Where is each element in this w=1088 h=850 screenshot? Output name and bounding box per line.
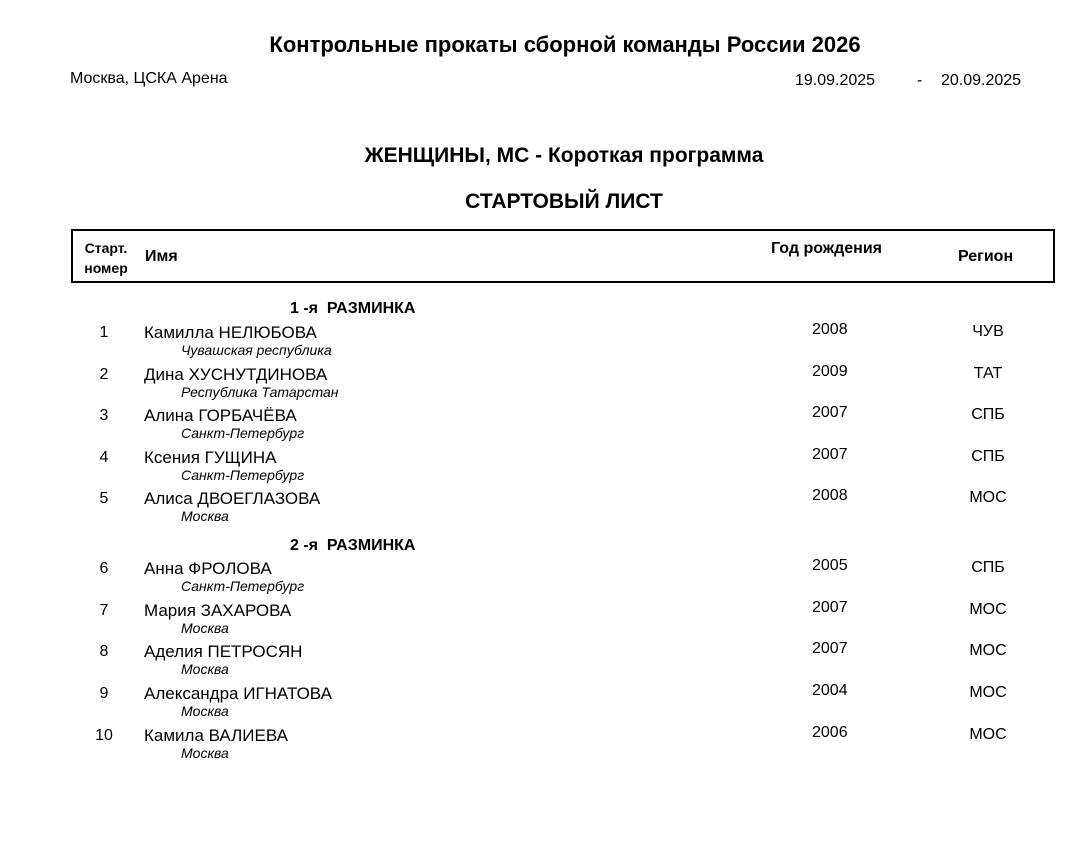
- start-number: 2: [99, 366, 109, 383]
- skater-row: [0, 448, 1088, 488]
- skater-row: [0, 601, 1088, 641]
- start-number: 5: [99, 490, 109, 507]
- start-number: 4: [99, 449, 109, 466]
- category-title: ЖЕНЩИНЫ, МС - Короткая программа: [364, 144, 764, 167]
- skater-name: Анна ФРОЛОВА: [144, 559, 272, 578]
- region-header: Регион: [958, 248, 1014, 265]
- skater-organization: Чувашская республика: [181, 342, 332, 358]
- start-number: 6: [99, 560, 109, 577]
- region-code: МОС: [969, 489, 1007, 506]
- birth-year: 2004: [812, 682, 848, 699]
- skater-organization: Москва: [181, 745, 229, 761]
- birth-year: 2006: [812, 724, 848, 741]
- skater-row: [0, 365, 1088, 405]
- skater-row: [0, 559, 1088, 599]
- birth-year-header: Год рождения: [771, 240, 883, 257]
- start-number-header-line2: номер: [84, 260, 128, 276]
- birth-year: 2005: [812, 557, 848, 574]
- date-end: 20.09.2025: [941, 72, 1022, 89]
- region-code: ЧУВ: [972, 323, 1004, 340]
- date-start: 19.09.2025: [795, 72, 876, 89]
- birth-year: 2008: [812, 321, 848, 338]
- skater-name: Аделия ПЕТРОСЯН: [144, 642, 303, 661]
- skater-row: [0, 489, 1088, 529]
- birth-year: 2007: [812, 640, 848, 657]
- start-number: 1: [99, 324, 109, 341]
- skater-organization: Москва: [181, 620, 229, 636]
- region-code: МОС: [969, 601, 1007, 618]
- start-number-header-line1: Старт.: [84, 240, 128, 256]
- skater-organization: Санкт-Петербург: [181, 425, 305, 441]
- birth-year: 2009: [812, 363, 848, 380]
- warmup-group-2-label: 2 -я РАЗМИНКА: [290, 537, 416, 554]
- name-header: Имя: [145, 248, 178, 265]
- venue: Москва, ЦСКА Арена: [70, 70, 228, 87]
- skater-organization: Санкт-Петербург: [181, 467, 305, 483]
- birth-year: 2007: [812, 446, 848, 463]
- skater-organization: Москва: [181, 508, 229, 524]
- skater-name: Камила ВАЛИЕВА: [144, 726, 288, 745]
- skater-name: Александра ИГНАТОВА: [144, 684, 332, 703]
- skater-organization: Республика Татарстан: [181, 384, 339, 400]
- skater-name: Дина ХУСНУТДИНОВА: [144, 365, 328, 384]
- region-code: ТАТ: [973, 365, 1003, 382]
- region-code: МОС: [969, 684, 1007, 701]
- region-code: МОС: [969, 726, 1007, 743]
- start-number: 9: [99, 685, 109, 702]
- start-number: 8: [99, 643, 109, 660]
- skater-row: [0, 642, 1088, 682]
- birth-year: 2008: [812, 487, 848, 504]
- skater-row: [0, 323, 1088, 363]
- table-header: [71, 229, 1055, 283]
- region-code: СПБ: [971, 448, 1005, 465]
- start-number: 10: [95, 727, 113, 744]
- skater-name: Ксения ГУЩИНА: [144, 448, 277, 467]
- birth-year: 2007: [812, 599, 848, 616]
- skater-row: [0, 406, 1088, 446]
- skater-organization: Москва: [181, 661, 229, 677]
- warmup-group-1-label: 1 -я РАЗМИНКА: [290, 300, 416, 317]
- region-code: МОС: [969, 642, 1007, 659]
- date-separator: -: [917, 72, 923, 89]
- start-number-header: [76, 238, 136, 278]
- skater-name: Алиса ДВОЕГЛАЗОВА: [144, 489, 321, 508]
- start-number: 7: [99, 602, 109, 619]
- skater-name: Алина ГОРБАЧЁВА: [144, 406, 297, 425]
- skater-row: [0, 726, 1088, 766]
- birth-year: 2007: [812, 404, 848, 421]
- skater-row: [0, 684, 1088, 724]
- region-code: СПБ: [971, 406, 1005, 423]
- skater-name: Мария ЗАХАРОВА: [144, 601, 292, 620]
- event-title: Контрольные прокаты сборной команды России 2026: [269, 32, 861, 57]
- start-number: 3: [99, 407, 109, 424]
- document-type: СТАРТОВЫЙ ЛИСТ: [465, 190, 663, 213]
- skater-organization: Санкт-Петербург: [181, 578, 305, 594]
- region-code: СПБ: [971, 559, 1005, 576]
- skater-name: Камилла НЕЛЮБОВА: [144, 323, 317, 342]
- skater-organization: Москва: [181, 703, 229, 719]
